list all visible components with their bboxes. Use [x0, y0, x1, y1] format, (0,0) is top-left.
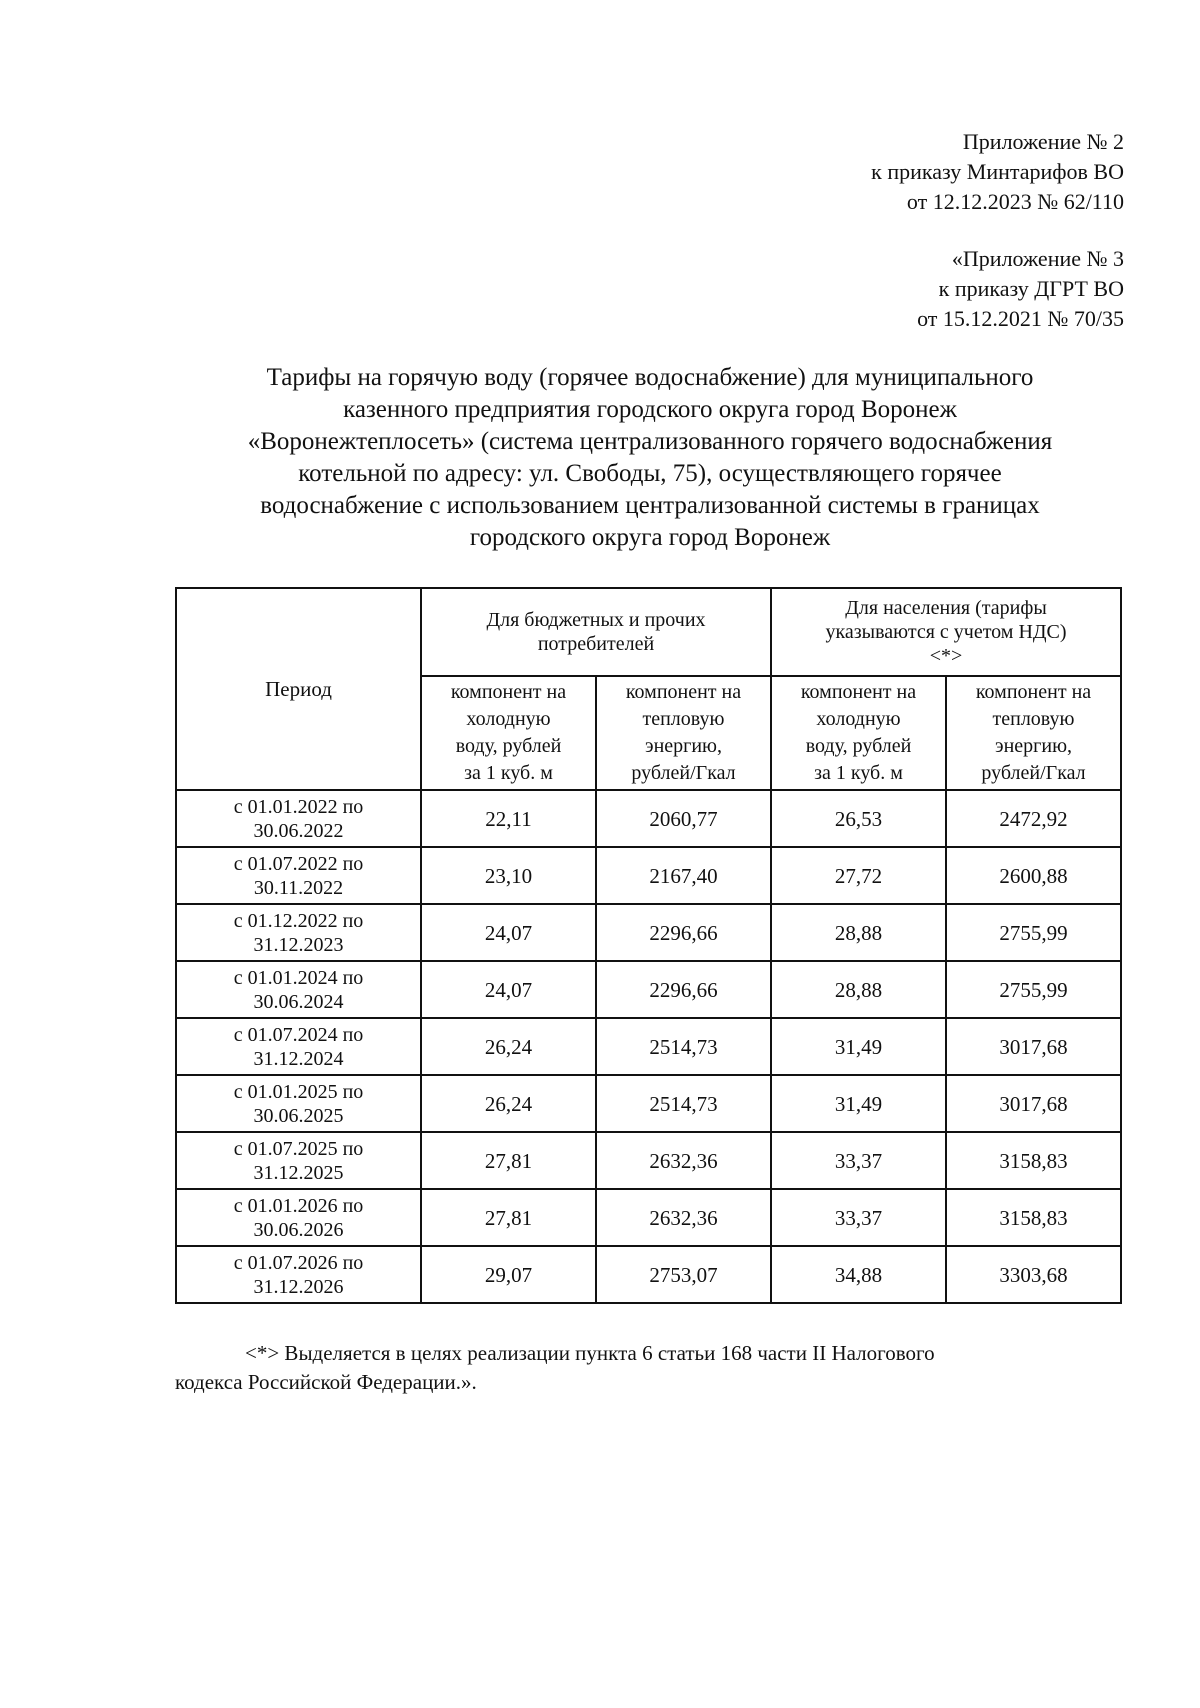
header-line: рублей/Гкал: [981, 762, 1086, 784]
period-end: 31.12.2024: [253, 1047, 344, 1070]
header-line: <*>: [929, 645, 963, 667]
header-line: за 1 куб. м: [814, 762, 903, 784]
population-cold-water-cell: 31,49: [771, 1075, 946, 1132]
budget-heat-energy-cell: 2296,66: [596, 904, 771, 961]
period-end: 31.12.2026: [253, 1275, 344, 1298]
header-line: Для населения (тарифы: [845, 597, 1047, 619]
period-cell: [176, 1132, 421, 1189]
population-cold-water-header: [771, 676, 946, 790]
table-row: [176, 790, 1121, 847]
population-heat-energy-cell: 3017,68: [946, 1075, 1121, 1132]
population-cold-water-cell: 31,49: [771, 1018, 946, 1075]
header-line: энергию,: [644, 735, 722, 757]
period-end: 30.11.2022: [253, 876, 344, 899]
population-heat-energy-cell: 2600,88: [946, 847, 1121, 904]
header-line: указываются с учетом НДС): [825, 621, 1067, 643]
period-cell: [176, 1018, 421, 1075]
period-end: 30.06.2022: [253, 819, 344, 842]
header-line: тепловую: [992, 708, 1075, 730]
header-line: компонент на: [975, 681, 1092, 703]
header-line: потребителей: [537, 633, 655, 655]
population-heat-energy-cell: 3158,83: [946, 1132, 1121, 1189]
population-heat-energy-cell: 2755,99: [946, 961, 1121, 1018]
title-line: котельной по адресу: ул. Свободы, 75), осуществляющего горячее: [298, 460, 1002, 487]
budget-heat-energy-cell: 2514,73: [596, 1018, 771, 1075]
budget-heat-energy-cell: 2632,36: [596, 1132, 771, 1189]
period-end: 30.06.2024: [253, 990, 344, 1013]
title-line: «Воронежтеплосеть» (система централизованного горячего водоснабжения: [247, 428, 1053, 455]
table-row: [176, 1132, 1121, 1189]
header-line: за 1 куб. м: [464, 762, 553, 784]
population-cold-water-cell: 33,37: [771, 1132, 946, 1189]
footnote-line: <*> Выделяется в целях реализации пункта 6 статьи 168 части II Налогового: [245, 1341, 935, 1365]
budget-cold-water-cell: 22,11: [421, 790, 596, 847]
budget-cold-water-cell: 29,07: [421, 1246, 596, 1303]
budget-cold-water-cell: 23,10: [421, 847, 596, 904]
title-line: водоснабжение с использованием централизованной системы в границах: [260, 492, 1040, 519]
budget-consumers-header: [421, 588, 771, 676]
population-heat-energy-cell: 2755,99: [946, 904, 1121, 961]
header-line: компонент на: [450, 681, 567, 703]
budget-cold-water-cell: 27,81: [421, 1132, 596, 1189]
population-cold-water-cell: 27,72: [771, 847, 946, 904]
period-start: с 01.12.2022 по: [233, 909, 364, 932]
footnote-line: кодекса Российской Федерации.».: [175, 1370, 477, 1394]
budget-heat-energy-cell: 2632,36: [596, 1189, 771, 1246]
budget-heat-energy-cell: 2060,77: [596, 790, 771, 847]
population-cold-water-cell: 28,88: [771, 961, 946, 1018]
period-end: 30.06.2026: [253, 1218, 344, 1241]
period-start: с 01.07.2022 по: [233, 852, 364, 875]
period-start: с 01.07.2025 по: [233, 1137, 364, 1160]
population-cold-water-cell: 33,37: [771, 1189, 946, 1246]
period-start: с 01.01.2024 по: [233, 966, 364, 989]
budget-cold-water-header: [421, 676, 596, 790]
budget-cold-water-cell: 24,07: [421, 961, 596, 1018]
period-start: с 01.07.2024 по: [233, 1023, 364, 1046]
title-line: казенного предприятия городского округа город Воронеж: [343, 396, 957, 423]
appendix-line: к приказу ДГРТ ВО: [938, 276, 1124, 301]
table-row: [176, 1018, 1121, 1075]
appendix-line: Приложение № 2: [962, 129, 1124, 154]
appendix-reference-previous: [917, 244, 1124, 334]
budget-heat-energy-cell: 2514,73: [596, 1075, 771, 1132]
period-end: 30.06.2025: [253, 1104, 344, 1127]
population-heat-energy-cell: 3158,83: [946, 1189, 1121, 1246]
population-cold-water-cell: 26,53: [771, 790, 946, 847]
period-cell: [176, 847, 421, 904]
table-row: [176, 1189, 1121, 1246]
header-line: Для бюджетных и прочих: [486, 609, 706, 631]
header-line: тепловую: [642, 708, 725, 730]
population-cold-water-cell: 28,88: [771, 904, 946, 961]
title-line: Тарифы на горячую воду (горячее водоснабжение) для муниципального: [266, 364, 1034, 391]
appendix-line: от 12.12.2023 № 62/110: [906, 189, 1124, 214]
period-cell: [176, 904, 421, 961]
period-cell: [176, 1246, 421, 1303]
population-heat-energy-cell: 3303,68: [946, 1246, 1121, 1303]
budget-heat-energy-cell: 2167,40: [596, 847, 771, 904]
table-row: [176, 904, 1121, 961]
population-heat-energy-cell: 3017,68: [946, 1018, 1121, 1075]
header-line: энергию,: [995, 735, 1073, 757]
header-line: воду, рублей: [805, 735, 912, 757]
appendix-reference-current: [871, 127, 1124, 217]
period-start: с 01.07.2026 по: [233, 1251, 364, 1274]
period-start: с 01.01.2026 по: [233, 1194, 364, 1217]
header-line: компонент на: [800, 681, 917, 703]
period-cell: [176, 961, 421, 1018]
period-cell: [176, 1189, 421, 1246]
table-row: [176, 1075, 1121, 1132]
period-start: с 01.01.2022 по: [233, 795, 364, 818]
appendix-line: к приказу Минтарифов ВО: [871, 159, 1124, 184]
table-row: [176, 961, 1121, 1018]
header-line: холодную: [816, 708, 901, 730]
header-line: воду, рублей: [455, 735, 562, 757]
appendix-line: от 15.12.2021 № 70/35: [917, 306, 1124, 331]
header-line: рублей/Гкал: [631, 762, 736, 784]
period-start: с 01.01.2025 по: [233, 1080, 364, 1103]
population-cold-water-cell: 34,88: [771, 1246, 946, 1303]
budget-cold-water-cell: 27,81: [421, 1189, 596, 1246]
population-header: [771, 588, 1121, 676]
budget-cold-water-cell: 26,24: [421, 1018, 596, 1075]
footnote: [175, 1339, 1105, 1397]
appendix-line: «Приложение № 3: [951, 246, 1124, 271]
budget-cold-water-cell: 26,24: [421, 1075, 596, 1132]
period-end: 31.12.2025: [253, 1161, 344, 1184]
title-line: городского округа город Воронеж: [469, 524, 831, 551]
population-heat-energy-header: [946, 676, 1121, 790]
period-cell: [176, 790, 421, 847]
table-row: [176, 847, 1121, 904]
population-heat-energy-cell: 2472,92: [946, 790, 1121, 847]
budget-cold-water-cell: 24,07: [421, 904, 596, 961]
period-end: 31.12.2023: [253, 933, 344, 956]
period-cell: [176, 1075, 421, 1132]
budget-heat-energy-cell: 2753,07: [596, 1246, 771, 1303]
period-column-header: Период: [176, 588, 421, 790]
table-row: [176, 1246, 1121, 1303]
header-line: компонент на: [625, 681, 742, 703]
document-title: [170, 362, 1130, 554]
budget-heat-energy-cell: 2296,66: [596, 961, 771, 1018]
tariff-table: [175, 587, 1122, 1304]
header-line: холодную: [466, 708, 551, 730]
budget-heat-energy-header: [596, 676, 771, 790]
